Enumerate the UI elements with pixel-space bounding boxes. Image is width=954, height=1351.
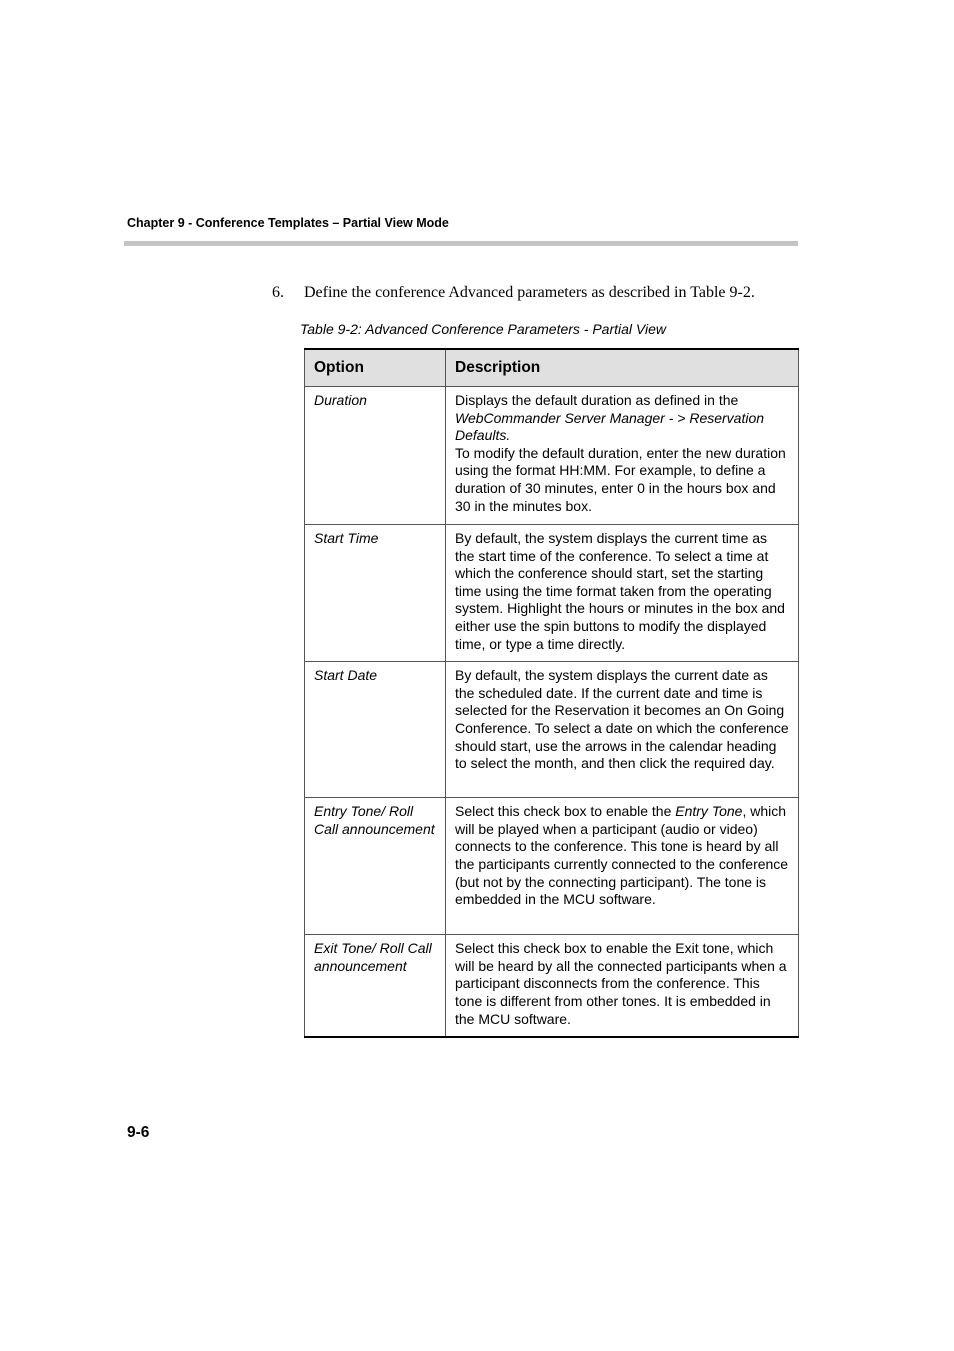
description-cell — [446, 798, 799, 935]
option-cell: Start Date — [305, 662, 446, 798]
table-row — [305, 798, 799, 935]
table-caption: Table 9-2: Advanced Conference Parameters - Partial View — [300, 321, 667, 337]
column-header-option: Option — [305, 349, 446, 387]
option-cell: Entry Tone/ Roll Call announcement — [305, 798, 446, 935]
step-instruction — [272, 284, 755, 302]
description-cell: Select this check box to enable the Exit tone, which will be heard by all the connected participants when a participant disconnects from the conference. This tone is different from other tones. It is embedded in the MCU software. — [446, 935, 799, 1037]
description-emphasis: Entry Tone — [675, 803, 743, 820]
description-text: , which will be played when a participant (audio or video) connects to the conference. This tone is heard by all the participants currently connected to the conference (but not by the connecting participant). The tone is embedded in the MCU software. — [455, 803, 789, 908]
column-header-description: Description — [446, 349, 799, 387]
description-text: Displays the default duration as defined in the — [455, 392, 739, 408]
description-text: Select this check box to enable the — [455, 803, 676, 820]
page-number: 9-6 — [127, 1124, 150, 1141]
description-cell: By default, the system displays the current time as the start time of the conference. To select a time at which the conference should start, set the starting time using the time format taken from the operating system. Highlight the hours or minutes in the box and either use the spin buttons to modify the displayed time, or type a time directly. — [446, 525, 799, 662]
step-text: Define the conference Advanced parameters as described in Table 9-2. — [304, 284, 755, 301]
description-cell — [446, 387, 799, 525]
option-cell: Duration — [305, 387, 446, 525]
option-cell: Exit Tone/ Roll Call announcement — [305, 935, 446, 1037]
parameters-table — [304, 348, 799, 1038]
table-row — [305, 387, 799, 525]
table-row — [305, 525, 799, 662]
description-emphasis: WebCommander Server Manager - > Reservation Defaults. — [455, 409, 765, 444]
table-row — [305, 662, 799, 798]
option-cell: Start Time — [305, 525, 446, 662]
description-cell: By default, the system displays the current date as the scheduled date. If the current date and time is selected for the Reservation it becomes an On Going Conference. To select a date on which the conference should start, use the arrows in the calendar heading to select the month, and then click the required day. — [446, 662, 799, 798]
table-row — [305, 935, 799, 1037]
table-header-row — [305, 349, 799, 387]
header-rule — [124, 241, 798, 246]
description-text: To modify the default duration, enter the new duration using the format HH:MM. For example, to define a duration of 30 minutes, enter 0 in the hours box and 30 in the minutes box. — [455, 444, 786, 514]
chapter-header: Chapter 9 - Conference Templates – Partial View Mode — [127, 216, 449, 230]
step-number: 6. — [272, 284, 284, 301]
